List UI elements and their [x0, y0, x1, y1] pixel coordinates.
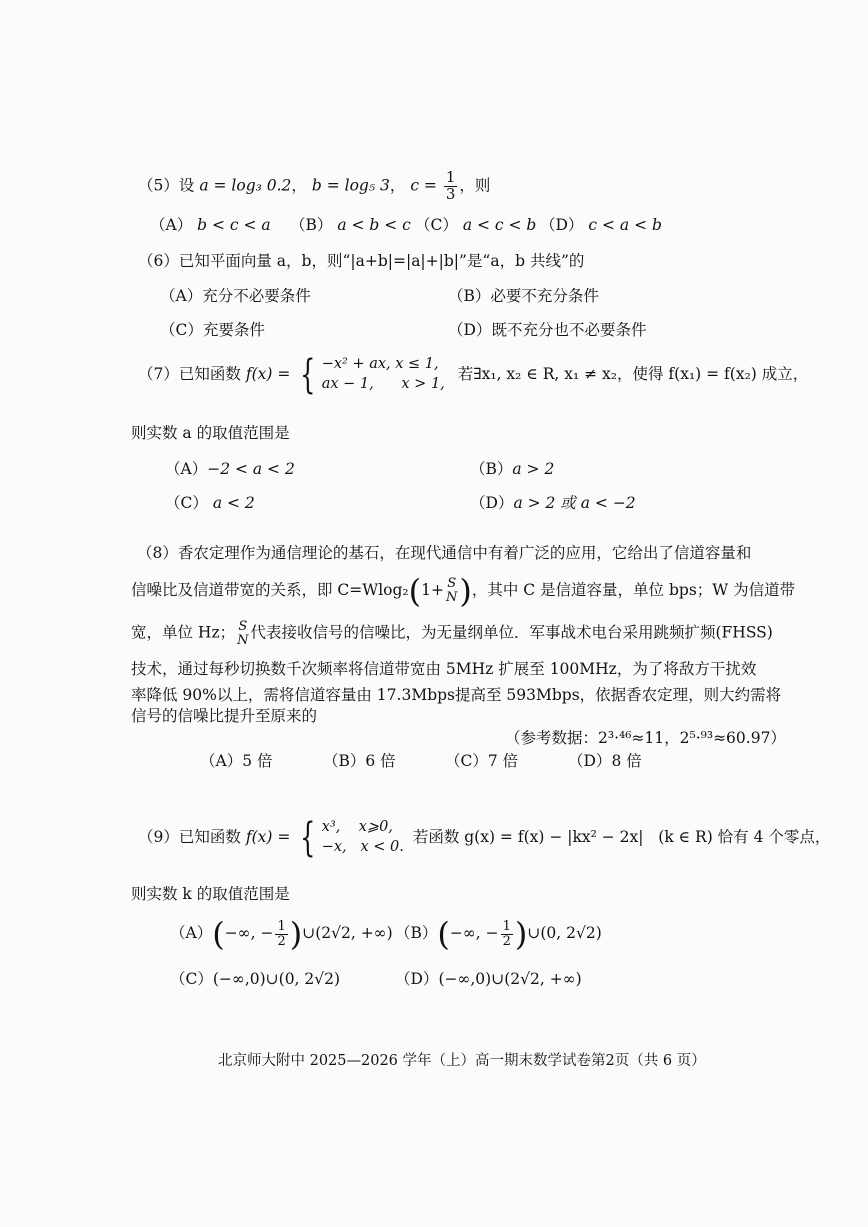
question-8-line1: （8）香农定理作为通信理论的基石，在现代通信中有着广泛的应用，它给出了信道容量和 [137, 544, 752, 562]
piecewise-function: { x³, x⩾0, −x, x < 0. [300, 815, 404, 861]
option-6B: （B）必要不充分条件 [448, 287, 599, 305]
question-8-line2: 信噪比及信道带宽的关系，即 C=Wlog₂(1+ S N )，其中 C 是信道容量，单位 bps；W 为信道带 [131, 572, 796, 610]
option-7A: （A）−2 < a < 2 [165, 460, 295, 478]
option-7D: （D）a > 2 或 a < −2 [470, 494, 636, 512]
question-8-line4: 技术，通过每秒切换数千次频率将信道带宽由 5MHz 扩展至 100MHz，为了将敌方干扰效 [131, 660, 757, 678]
option-9B: （B）(−∞, − $\frac{1}{2}$ )∪(0, 2√2) [395, 915, 602, 953]
option-5C: （C） a < c < b [415, 216, 537, 234]
question-8-line6: 信号的信噪比提升至原来的 [131, 707, 318, 725]
question-7-line2: 则实数 a 的取值范围是 [131, 424, 290, 442]
option-7B: （B）a > 2 [470, 460, 555, 478]
option-8C: （C）7 倍 [445, 752, 519, 770]
option-6A: （A）充分不必要条件 [160, 287, 311, 305]
question-number: （9） [138, 828, 179, 846]
question-number: （7） [138, 365, 179, 383]
piecewise-function: { −x² + ax, x ≤ 1, ax − 1, x > 1, [300, 352, 445, 398]
question-9-stem: （9）已知函数 f(x) = { x³, x⩾0, −x, x < 0. 若函数 g(x) = f(x) − |kx² − 2x| (k ∈ R) 恰有 4 个零点， [138, 815, 831, 861]
option-8D: （D）8 倍 [568, 752, 642, 770]
option-9A: （A）(−∞, − $\frac{1}{2}$ )∪(2√2, +∞) [170, 915, 393, 953]
question-number: （5） [138, 176, 179, 195]
option-9C: （C）(−∞,0)∪(0, 2√2) [170, 970, 341, 988]
option-5D: （D） c < a < b [540, 216, 662, 234]
option-9D: （D）(−∞,0)∪(2√2, +∞) [395, 970, 582, 988]
option-8B: （B）6 倍 [323, 752, 396, 770]
option-8A: （A）5 倍 [200, 752, 273, 770]
option-7C: （C） a < 2 [165, 494, 255, 512]
question-7-stem: （7）已知函数 f(x) = { −x² + ax, x ≤ 1, ax − 1, x > 1, 若∃x₁, x₂ ∈ R, x₁ ≠ x₂，使得 f(x₁) = f(x₂) 成立， [138, 352, 809, 398]
option-5A: （A） b < c < a [150, 216, 271, 234]
question-8-line5: 率降低 90%以上，需将信道容量由 17.3Mbps提高至 593Mbps，依据香农定理，则大约需将 [131, 686, 782, 704]
page-footer: 北京师大附中 2025—2026 学年（上）高一期末数学试卷第2页（共 6 页） [218, 1053, 706, 1069]
question-5-stem: （5）设 a = log₃ 0.2， b = log₅ 3， c = $\frac{1}{3}$ ，则 [138, 168, 491, 203]
question-number: （6） [138, 252, 179, 270]
snr-fraction: S N [445, 576, 458, 605]
question-8-line3: 宽，单位 Hz； S N 代表接收信号的信噪比，为无量纲单位．军事战术电台采用跳频扩频(FHSS) [131, 619, 773, 648]
snr-fraction: S N [237, 619, 249, 648]
option-6D: （D）既不充分也不必要条件 [448, 321, 647, 339]
option-6C: （C）充要条件 [160, 321, 265, 339]
question-9-line2: 则实数 k 的取值范围是 [131, 885, 290, 903]
reference-data: （参考数据：2³·⁴⁶≈11，2⁵·⁹³≈60.97） [505, 729, 786, 747]
fraction-one-third: $\frac{1}{3}$ [445, 168, 456, 203]
question-6-stem: （6）已知平面向量 a，b，则“|a+b|=|a|+|b|”是“a，b 共线”的 [138, 252, 585, 270]
option-5B: （B） a < b < c [290, 216, 411, 234]
